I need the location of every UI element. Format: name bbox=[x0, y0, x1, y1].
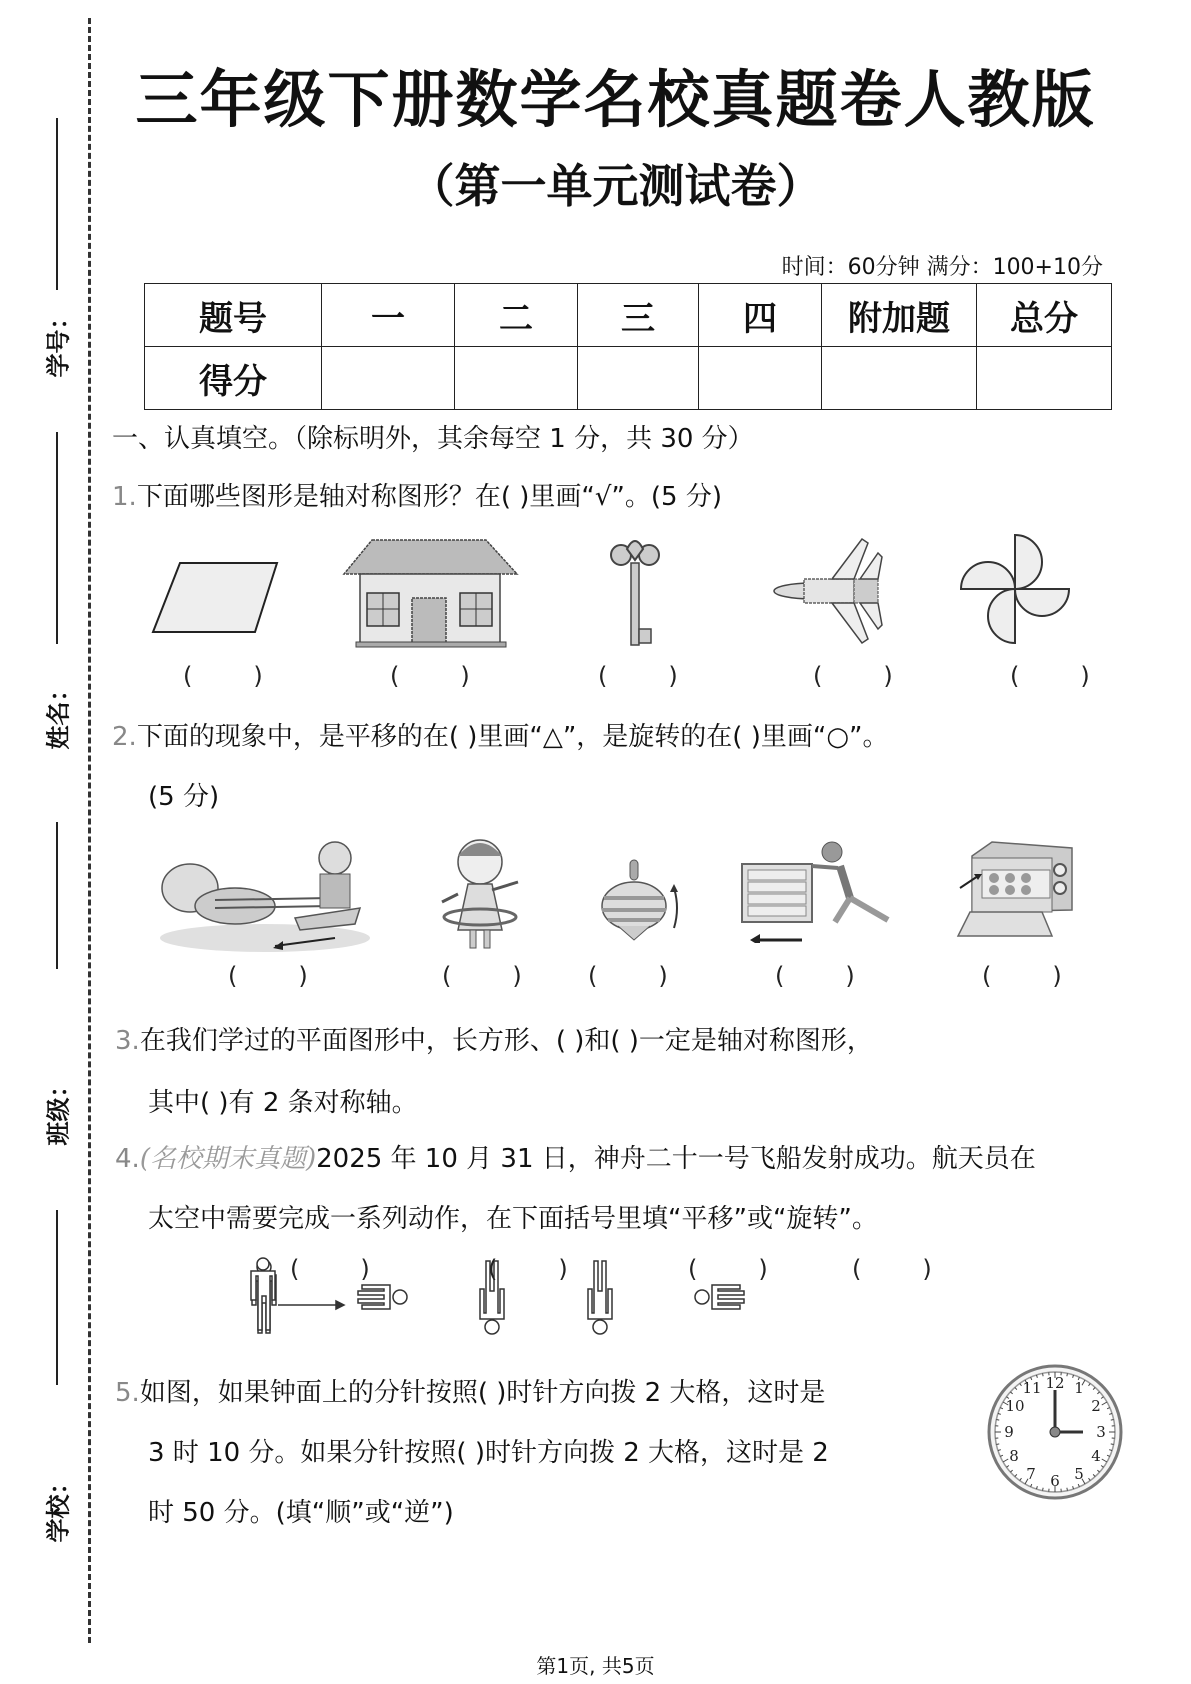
cell: 四 bbox=[699, 284, 822, 347]
svg-text:7: 7 bbox=[1026, 1465, 1036, 1483]
student-id-label: 学号： bbox=[44, 305, 73, 378]
svg-text:1: 1 bbox=[1074, 1379, 1084, 1397]
svg-text:3: 3 bbox=[1096, 1423, 1106, 1441]
question-text: 2025 年 10 月 31 日，神舟二十一号飞船发射成功。航天员在 bbox=[316, 1144, 1036, 1174]
house-figure bbox=[342, 538, 522, 650]
clock-num: 12 bbox=[1045, 1374, 1065, 1392]
page-footer: 第1页, 共5页 bbox=[536, 1654, 655, 1678]
question-text: 下面的现象中，是平移的在( )里画“△”，是旋转的在( )里画“○”。 bbox=[136, 722, 889, 752]
question-2 bbox=[112, 716, 888, 753]
score-input-cell[interactable] bbox=[455, 347, 578, 410]
page-title: 三年级下册数学名校真题卷人教版 bbox=[135, 63, 1096, 136]
score-input-cell[interactable] bbox=[322, 347, 455, 410]
question-3 bbox=[115, 1020, 873, 1057]
class-line bbox=[56, 822, 58, 969]
answer-blank[interactable]: ( ) bbox=[228, 962, 308, 990]
answer-blank[interactable]: ( ) bbox=[982, 962, 1062, 990]
cut-line bbox=[88, 18, 91, 1643]
section-title: 一、认真填空。（除标明外，其余每空 1 分，共 30 分） bbox=[112, 424, 754, 454]
answer-blank[interactable]: ( ) bbox=[390, 662, 470, 690]
question-1 bbox=[112, 476, 722, 513]
cell: 一 bbox=[322, 284, 455, 347]
key-figure bbox=[605, 535, 665, 653]
school-line bbox=[56, 1210, 58, 1385]
score-input-cell[interactable] bbox=[977, 347, 1112, 410]
answer-blank[interactable]: ( ) bbox=[442, 962, 522, 990]
cell: 二 bbox=[455, 284, 578, 347]
answer-blank[interactable]: ( ) bbox=[775, 962, 855, 990]
question-number: 1. bbox=[112, 482, 137, 512]
score-input-cell[interactable] bbox=[699, 347, 822, 410]
fighter-jet-figure bbox=[772, 535, 887, 647]
svg-text:6: 6 bbox=[1050, 1472, 1060, 1490]
answer-blank[interactable]: ( ) bbox=[183, 662, 263, 690]
question-text: 下面哪些图形是轴对称图形？在( )里画“√”。(5 分) bbox=[136, 482, 722, 512]
question-5 bbox=[115, 1372, 825, 1409]
score-table-header-row bbox=[145, 284, 1112, 347]
answer-blank[interactable]: ( ) bbox=[813, 662, 893, 690]
answer-blank[interactable]: ( ) bbox=[290, 1255, 370, 1283]
spinning-top-figure bbox=[598, 858, 682, 954]
answer-blank[interactable]: ( ) bbox=[488, 1255, 568, 1283]
answer-blank[interactable]: ( ) bbox=[852, 1255, 932, 1283]
name-label: 姓名： bbox=[44, 677, 73, 750]
score-input-cell[interactable] bbox=[578, 347, 699, 410]
question-text: 在我们学过的平面图形中，长方形、( )和( )一定是轴对称图形， bbox=[139, 1026, 873, 1056]
answer-blank[interactable]: ( ) bbox=[588, 962, 668, 990]
svg-text:11: 11 bbox=[1022, 1379, 1042, 1397]
svg-text:8: 8 bbox=[1009, 1447, 1019, 1465]
exam-meta: 时间：60分钟 满分：100+10分 bbox=[781, 255, 1103, 280]
svg-text:4: 4 bbox=[1091, 1447, 1101, 1465]
svg-text:5: 5 bbox=[1074, 1465, 1084, 1483]
girl-hula-hoop-figure bbox=[440, 832, 520, 957]
parallelogram-figure bbox=[150, 560, 280, 635]
question-number: 3. bbox=[115, 1026, 140, 1056]
boy-pushing-box-figure bbox=[740, 838, 900, 943]
question-5-line2: 3 时 10 分。如果分针按照( )时针方向拨 2 大格，这时是 2 bbox=[148, 1438, 829, 1468]
page-subtitle: （第一单元测试卷） bbox=[408, 159, 823, 213]
name-line bbox=[56, 432, 58, 644]
question-3-line2: 其中( )有 2 条对称轴。 bbox=[148, 1088, 418, 1118]
question-text: 如图，如果钟面上的分针按照( )时针方向拨 2 大格，这时是 bbox=[139, 1378, 826, 1408]
answer-blank[interactable]: ( ) bbox=[688, 1255, 768, 1283]
answer-blank[interactable]: ( ) bbox=[598, 662, 678, 690]
dog-pulling-sled-figure bbox=[155, 838, 375, 958]
answer-blank[interactable]: ( ) bbox=[1010, 662, 1090, 690]
cell: 三 bbox=[578, 284, 699, 347]
score-input-cell[interactable] bbox=[822, 347, 977, 410]
oven-tray-figure bbox=[952, 840, 1077, 948]
question-5-line3: 时 50 分。(填“顺”或“逆”) bbox=[148, 1498, 454, 1528]
school-label: 学校： bbox=[44, 1470, 73, 1543]
pinwheel-figure bbox=[960, 533, 1070, 645]
question-2-points: (5 分) bbox=[148, 782, 220, 812]
cell: 附加题 bbox=[822, 284, 977, 347]
clock-figure bbox=[985, 1362, 1125, 1502]
question-number: 5. bbox=[115, 1378, 140, 1408]
score-table-score-row bbox=[145, 347, 1112, 410]
cell: 得分 bbox=[145, 347, 322, 410]
question-number: 4. bbox=[115, 1144, 140, 1174]
question-4-line2: 太空中需要完成一系列动作，在下面括号里填“平移”或“旋转”。 bbox=[148, 1204, 878, 1234]
question-4 bbox=[115, 1138, 1036, 1175]
svg-text:2: 2 bbox=[1091, 1397, 1101, 1415]
cell: 题号 bbox=[145, 284, 322, 347]
svg-text:9: 9 bbox=[1004, 1423, 1014, 1441]
class-label: 班级： bbox=[44, 1073, 73, 1146]
svg-text:10: 10 bbox=[1005, 1397, 1025, 1415]
source-tag: (名校期末真题) bbox=[139, 1144, 317, 1174]
cell: 总分 bbox=[977, 284, 1112, 347]
question-number: 2. bbox=[112, 722, 137, 752]
score-table bbox=[144, 283, 1112, 410]
